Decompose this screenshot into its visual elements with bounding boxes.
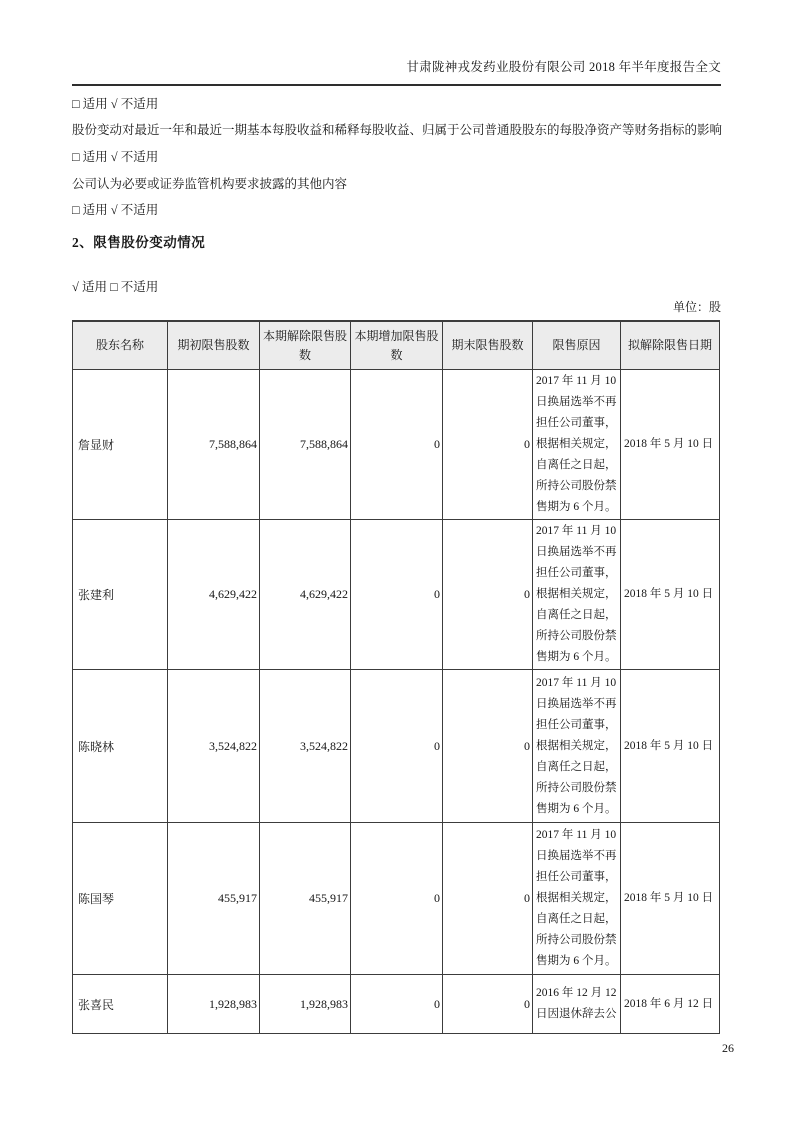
shareholder-name-cell: 詹显财 <box>73 370 168 519</box>
restriction-reason-cell: 2017 年 11 月 10 日换届选举不再担任公司董事，根据相关规定，自离任之日起，所持公司股份禁售期为 6 个月。 <box>533 670 621 822</box>
applicability-line-2: □ 适用 √ 不适用 <box>72 150 159 164</box>
initial-shares-cell: 7,588,864 <box>168 370 260 519</box>
header-restriction-reason: 限售原因 <box>533 322 621 369</box>
release-date-cell: 2018 年 6 月 12 日 <box>624 997 714 1010</box>
initial-shares-cell: 4,629,422 <box>168 520 260 669</box>
added-shares-cell: 0 <box>351 975 443 1033</box>
restriction-reason-cell: 2016 年 12 月 12 日因退休辞去公 <box>533 975 621 1033</box>
release-date-cell: 2018 年 5 月 10 日 <box>624 588 714 600</box>
restriction-reason-cell: 2017 年 11 月 10 日换届选举不再担任公司董事，根据相关规定，自离任之日起，所持公司股份禁售期为 6 个月。 <box>533 823 621 974</box>
applicability-line-4: √ 适用 □ 不适用 <box>72 280 159 294</box>
header-added-this-period: 本期增加限售股数 <box>351 322 443 369</box>
released-shares-cell: 455,917 <box>260 823 351 974</box>
table-row <box>73 823 719 975</box>
header-shareholder-name: 股东名称 <box>73 322 168 369</box>
initial-shares-cell: 3,524,822 <box>168 670 260 822</box>
ending-shares-cell: 0 <box>443 670 533 822</box>
release-date-cell: 2018 年 5 月 10 日 <box>624 438 714 450</box>
shareholder-name-cell: 陈晓林 <box>73 670 168 822</box>
table-row <box>73 975 719 1033</box>
table-row <box>73 670 719 823</box>
header-released-this-period: 本期解除限售股数 <box>260 322 351 369</box>
header-planned-release-date: 拟解除限售日期 <box>621 322 719 369</box>
shareholder-name-cell: 张建利 <box>73 520 168 669</box>
section-title: 2、限售股份变动情况 <box>72 235 206 250</box>
release-date-cell: 2018 年 5 月 10 日 <box>624 892 714 904</box>
restricted-shares-table <box>72 320 720 1034</box>
released-shares-cell: 1,928,983 <box>260 975 351 1033</box>
added-shares-cell: 0 <box>351 370 443 519</box>
ending-shares-cell: 0 <box>443 370 533 519</box>
table-row <box>73 370 719 520</box>
applicability-line-3: □ 适用 √ 不适用 <box>72 203 159 217</box>
header-initial-restricted: 期初限售股数 <box>168 322 260 369</box>
ending-shares-cell: 0 <box>443 823 533 974</box>
header-rule <box>72 84 721 86</box>
other-disclosure-statement: 公司认为必要或证券监管机构要求披露的其他内容 <box>72 177 348 191</box>
added-shares-cell: 0 <box>351 670 443 822</box>
initial-shares-cell: 455,917 <box>168 823 260 974</box>
shareholder-name-cell: 陈国琴 <box>73 823 168 974</box>
restriction-reason-cell: 2017 年 11 月 10 日换届选举不再担任公司董事，根据相关规定，自离任之日起，所持公司股份禁售期为 6 个月。 <box>533 520 621 669</box>
table-header-row <box>73 322 719 370</box>
added-shares-cell: 0 <box>351 520 443 669</box>
page-number: 26 <box>722 1041 734 1055</box>
applicability-line-1: □ 适用 √ 不适用 <box>72 97 159 111</box>
released-shares-cell: 7,588,864 <box>260 370 351 519</box>
table-row <box>73 520 719 670</box>
shareholder-name-cell: 张喜民 <box>73 975 168 1033</box>
page-header-title: 甘肃陇神戎发药业股份有限公司 2018 年半年度报告全文 <box>406 60 721 74</box>
header-ending-restricted: 期末限售股数 <box>443 322 533 369</box>
ending-shares-cell: 0 <box>443 520 533 669</box>
restriction-reason-cell: 2017 年 11 月 10 日换届选举不再担任公司董事，根据相关规定，自离任之日起，所持公司股份禁售期为 6 个月。 <box>533 370 621 519</box>
release-date-cell: 2018 年 5 月 10 日 <box>624 739 714 752</box>
unit-label: 单位：股 <box>672 300 721 314</box>
initial-shares-cell: 1,928,983 <box>168 975 260 1033</box>
ending-shares-cell: 0 <box>443 975 533 1033</box>
impact-statement: 股份变动对最近一年和最近一期基本每股收益和稀释每股收益、归属于公司普通股股东的每股净资产等财务指标的影响 <box>72 123 723 137</box>
added-shares-cell: 0 <box>351 823 443 974</box>
released-shares-cell: 4,629,422 <box>260 520 351 669</box>
released-shares-cell: 3,524,822 <box>260 670 351 822</box>
